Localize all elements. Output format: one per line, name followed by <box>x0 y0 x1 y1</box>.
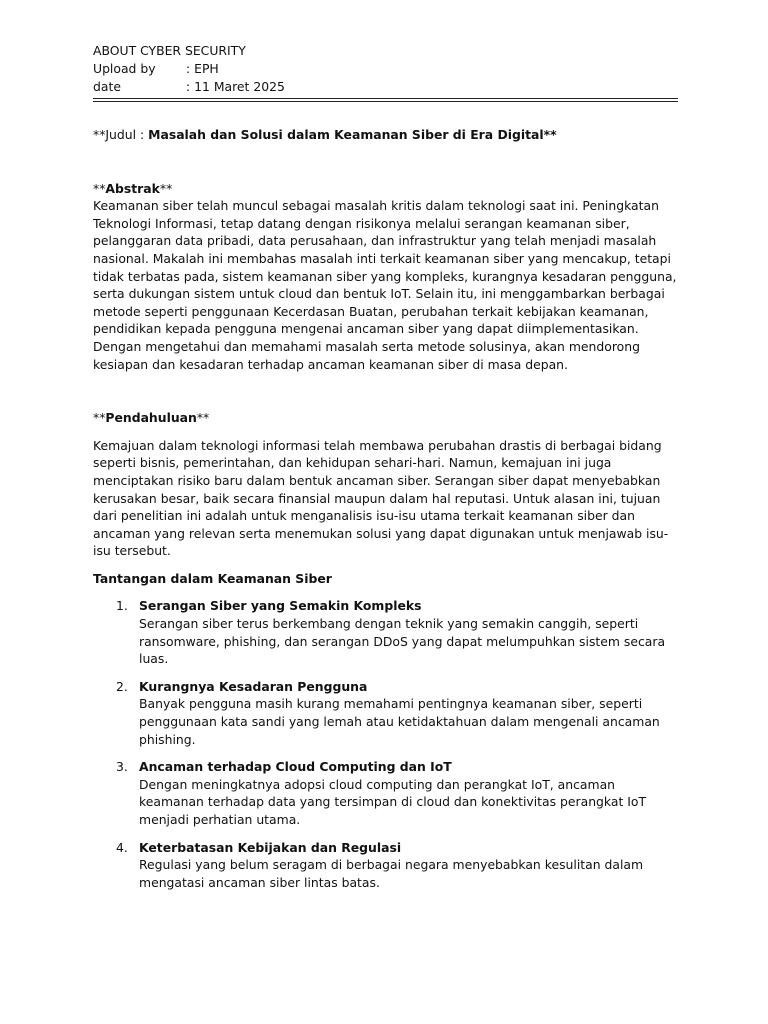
upload-by-label: Upload by <box>93 61 156 76</box>
document-header <box>93 42 678 102</box>
list-item-title: Serangan Siber yang Semakin Kompleks <box>139 598 422 614</box>
title-text: Masalah dan Solusi dalam Keamanan Siber di Era Digital** <box>148 127 557 142</box>
abstract-heading <box>93 180 678 198</box>
abstract-body: Keamanan siber telah muncul sebagai masalah kritis dalam teknologi saat ini. Peningkatan Teknologi Informasi, tetap datang dengan risikonya melalui serangan keamanan siber, pelanggaran data pribadi, data perusahaan, dan infrastruktur yang telah menjadi masalah nasional. Makalah ini membahas masalah inti terkait keamanan siber yang mencakup, tetapi tidak terbatas pada, sistem keamanan siber yang kompleks, kurangnya kesadaran pengguna, serta dukungan sistem untuk cloud dan bentuk IoT. Selain itu, ini menggambarkan berbagai metode seperti penggunaan Kecerdasan Buatan, perubahan terkait kebijakan keamanan, pendidikan kepada pengguna mengenai ancaman siber yang dapat diimplementasikan. Dengan mengetahui dan memahami masalah serta metode solusinya, akan mendorong kesiapan dan kesadaran terhadap ancaman keamanan siber di masa depan. <box>93 198 677 372</box>
list-item-number: 2. <box>116 678 128 694</box>
challenges-list <box>93 597 678 891</box>
list-item-title: Kurangnya Kesadaran Pengguna <box>139 678 368 694</box>
challenges-heading: Tantangan dalam Keamanan Siber <box>93 570 332 586</box>
date-label: date <box>93 79 121 94</box>
list-item-title: Keterbatasan Kebijakan dan Regulasi <box>139 839 402 855</box>
document-page <box>93 42 678 901</box>
list-item <box>93 839 678 892</box>
list-item-description: Banyak pengguna masih kurang memahami pentingnya keamanan siber, seperti penggunaan kata sandi yang lemah atau ketidaktahuan dalam mengenali ancaman phishing. <box>139 696 660 747</box>
introduction-heading-text: Pendahuluan <box>105 410 197 426</box>
introduction-marker-close: ** <box>196 410 210 426</box>
upload-by-value: : EPH <box>186 61 219 76</box>
header-divider <box>93 98 678 102</box>
upload-by-line <box>93 60 678 78</box>
list-item-number: 3. <box>116 759 128 775</box>
introduction-heading <box>93 409 678 427</box>
list-item <box>93 678 678 748</box>
title-prefix: **Judul : <box>93 127 149 142</box>
list-item <box>93 758 678 828</box>
list-item-title: Ancaman terhadap Cloud Computing dan IoT <box>139 759 452 775</box>
list-item-description: Regulasi yang belum seragam di berbagai negara menyebabkan kesulitan dalam mengatasi ancaman siber lintas batas. <box>139 857 644 890</box>
document-title <box>93 126 678 144</box>
date-value: : 11 Maret 2025 <box>186 79 285 94</box>
introduction-body: Kemajuan dalam teknologi informasi telah membawa perubahan drastis di berbagai bidang seperti bisnis, pemerintahan, dan kehidupan sehari-hari. Namun, kemajuan ini juga menciptakan risiko baru dalam bentuk ancaman siber. Serangan siber dapat menyebabkan kerusakan besar, baik secara finansial maupun dalam hal reputasi. Untuk alasan ini, tujuan dari penelitian ini adalah untuk menganalisis isu-isu utama terkait keamanan siber dan ancaman yang relevan serta menemukan solusi yang dapat digunakan untuk menjawab isu-isu tersebut. <box>93 437 669 559</box>
date-line <box>93 78 678 96</box>
header-heading-text: ABOUT CYBER SECURITY <box>93 43 246 58</box>
list-item-description: Serangan siber terus berkembang dengan teknik yang semakin canggih, seperti ransomware, phishing, dan serangan DDoS yang dapat melumpuhkan sistem secara luas. <box>139 616 666 667</box>
introduction-marker-open: ** <box>93 410 106 426</box>
abstract-marker-close: ** <box>159 180 173 196</box>
list-item <box>93 597 678 667</box>
list-item-number: 4. <box>116 839 128 855</box>
header-heading <box>93 42 678 60</box>
abstract-heading-text: Abstrak <box>105 180 160 196</box>
abstract-marker-open: ** <box>93 180 106 196</box>
list-item-description: Dengan meningkatnya adopsi cloud computing dan perangkat IoT, ancaman keamanan terhadap data yang tersimpan di cloud dan konektivitas perangkat IoT menjadi perhatian utama. <box>139 776 647 827</box>
list-item-number: 1. <box>116 598 128 614</box>
